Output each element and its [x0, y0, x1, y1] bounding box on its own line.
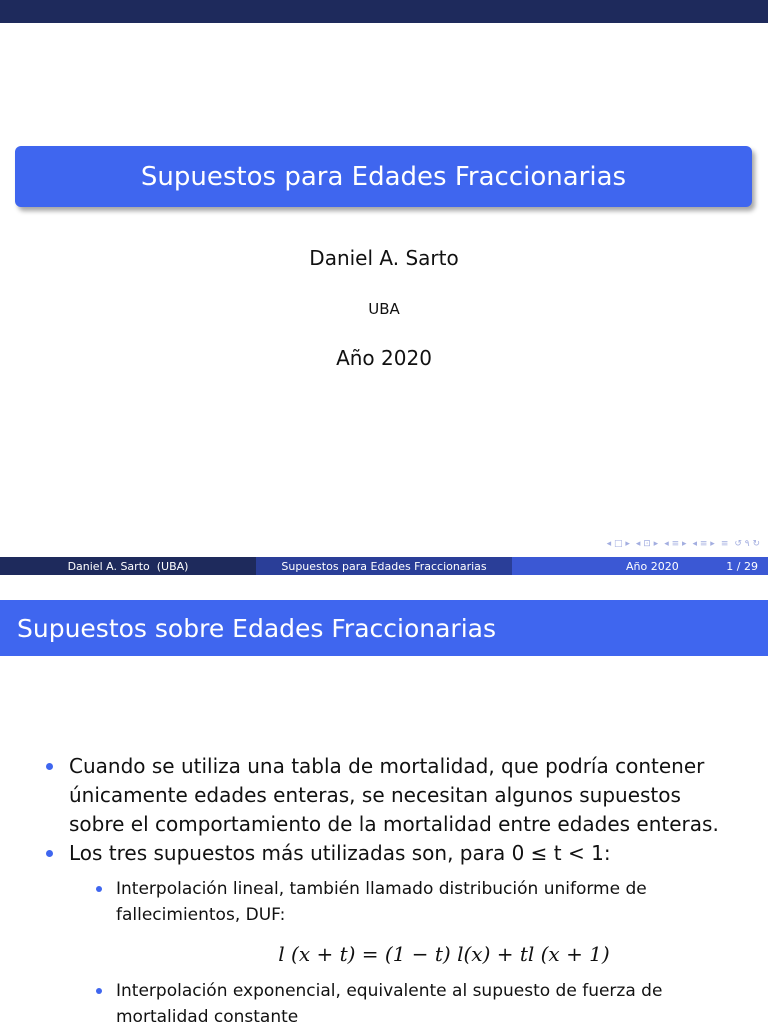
institute: UBA — [368, 300, 400, 318]
footer-author: Daniel A. Sarto (UBA) — [67, 559, 189, 573]
nav-section-icon[interactable]: ◂ ≡ ▸ — [664, 539, 687, 549]
frame-title-bar — [0, 600, 768, 656]
nav-frame-icon[interactable]: ◂ □ ▸ — [606, 539, 630, 549]
footer-title: Supuestos para Edades Fraccionarias — [281, 559, 487, 573]
slide-content — [0, 752, 768, 1030]
sub-list-item — [0, 876, 768, 928]
sub-bullet-text: Interpolación exponencial, equivalente al supuesto de fuerza de mortalidad constante — [116, 981, 663, 1027]
bullet-text: Los tres supuestos más utilizadas son, para 0 ≤ t < 1: — [69, 841, 611, 865]
presentation-date: Año 2020 — [336, 346, 432, 370]
sub-bullet-text: Interpolación lineal, también llamado distribución uniforme de fallecimientos, DUF: — [116, 879, 647, 925]
slide-title-box — [15, 146, 752, 207]
bullet-icon — [46, 850, 53, 857]
nav-search-icon[interactable]: ↺ ۹ ↻ — [734, 539, 760, 549]
sub-list-item — [0, 978, 768, 1030]
list-item — [0, 839, 768, 868]
bullet-text: Cuando se utiliza una tabla de mortalidad, que podría contener únicamente edades enteras, se necesitan algunos supuestos sobre el comportamiento de la mortalidad entre edades enteras. — [69, 754, 719, 836]
footer-title-cell — [256, 557, 512, 575]
footer-date-cell — [512, 557, 768, 575]
slide-footer — [0, 557, 768, 575]
footer-author-cell — [0, 557, 256, 575]
bullet-icon — [96, 886, 102, 892]
author-name: Daniel A. Sarto — [309, 246, 459, 270]
top-header-strip — [0, 0, 768, 23]
footer-page-number: 1 / 29 — [726, 559, 758, 573]
nav-appendix-icon[interactable]: ≡ — [720, 539, 729, 549]
bullet-icon — [96, 988, 102, 994]
equation: l (x + t) = (1 − t) l(x) + tl (x + 1) — [278, 942, 610, 966]
footer-date: Año 2020 — [626, 559, 679, 573]
frame-title: Supuestos sobre Edades Fraccionarias — [17, 613, 496, 643]
bullet-icon — [46, 763, 53, 770]
nav-subsection-icon[interactable]: ◂ ⊡ ▸ — [635, 539, 659, 549]
slide-title: Supuestos para Edades Fraccionarias — [140, 161, 627, 192]
list-item — [0, 752, 768, 839]
nav-document-icon[interactable]: ◂ ≡ ▸ — [692, 539, 715, 549]
beamer-navigation-symbols[interactable] — [607, 536, 760, 552]
